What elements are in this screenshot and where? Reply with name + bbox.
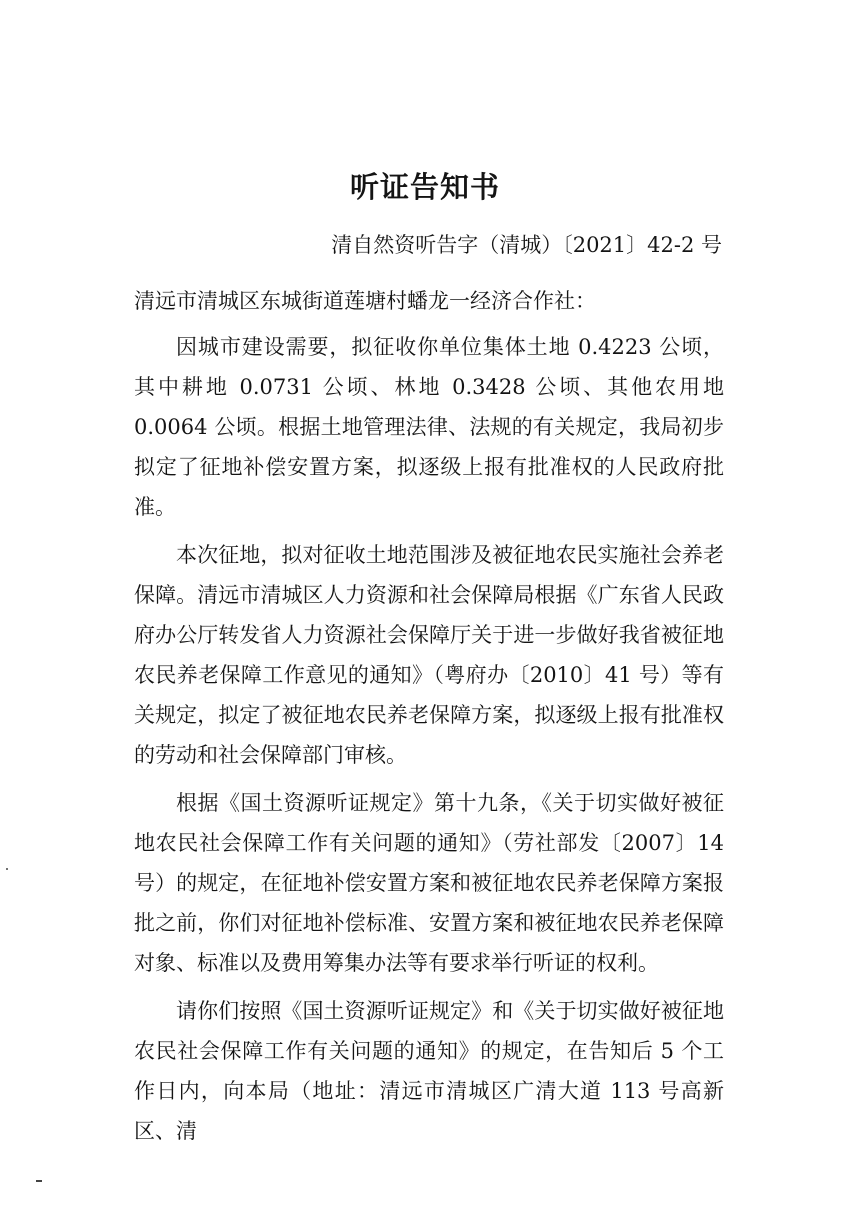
scan-speck [6,868,8,870]
document-number: 清自然资听告字（清城）〔2021〕42-2 号 [331,233,722,257]
document-body [134,281,724,1159]
paragraph-land-acquisition: 因城市建设需要，拟征收你单位集体土地 0.4223 公顷，其中耕地 0.0731 公顷、林地 0.3428 公顷、其他农用地 0.0064 公顷。根据土地管理法律、法规的有关规定，我局初步拟定了征地补偿安置方案，拟逐级上报有批准权的人民政府批准。 [134,335,724,519]
paragraph-pension-security: 本次征地，拟对征收土地范围涉及被征地农民实施社会养老保障。清远市清城区人力资源和社会保障局根据《广东省人民政府办公厅转发省人力资源社会保障厅关于进一步做好我省被征地农民养老保障工作意见的通知》（粤府办〔2010〕41 号）等有关规定，拟定了被征地农民养老保障方案，拟逐级上报有批准权的劳动和社会保障部门审核。 [134,543,724,767]
addressee: 清远市清城区东城街道莲塘村蟠龙一经济合作社： [134,289,596,313]
scan-speck [36,1180,42,1182]
paragraph-hearing-request: 请你们按照《国土资源听证规定》和《关于切实做好被征地农民社会保障工作有关问题的通知》的规定，在告知后 5 个工作日内，向本局（地址：清远市清城区广清大道 113 号高新区、清 [134,999,724,1143]
document-title: 听证告知书 [349,170,500,204]
paragraph-hearing-rights: 根据《国土资源听证规定》第十九条，《关于切实做好被征地农民社会保障工作有关问题的通知》（劳社部发〔2007〕14 号）的规定，在征地补偿安置方案和被征地农民养老保障方案报批之前，你们对征地补偿标准、安置方案和被征地农民养老保障对象、标准以及费用筹集办法等有要求举行听证的权利。 [134,791,724,975]
